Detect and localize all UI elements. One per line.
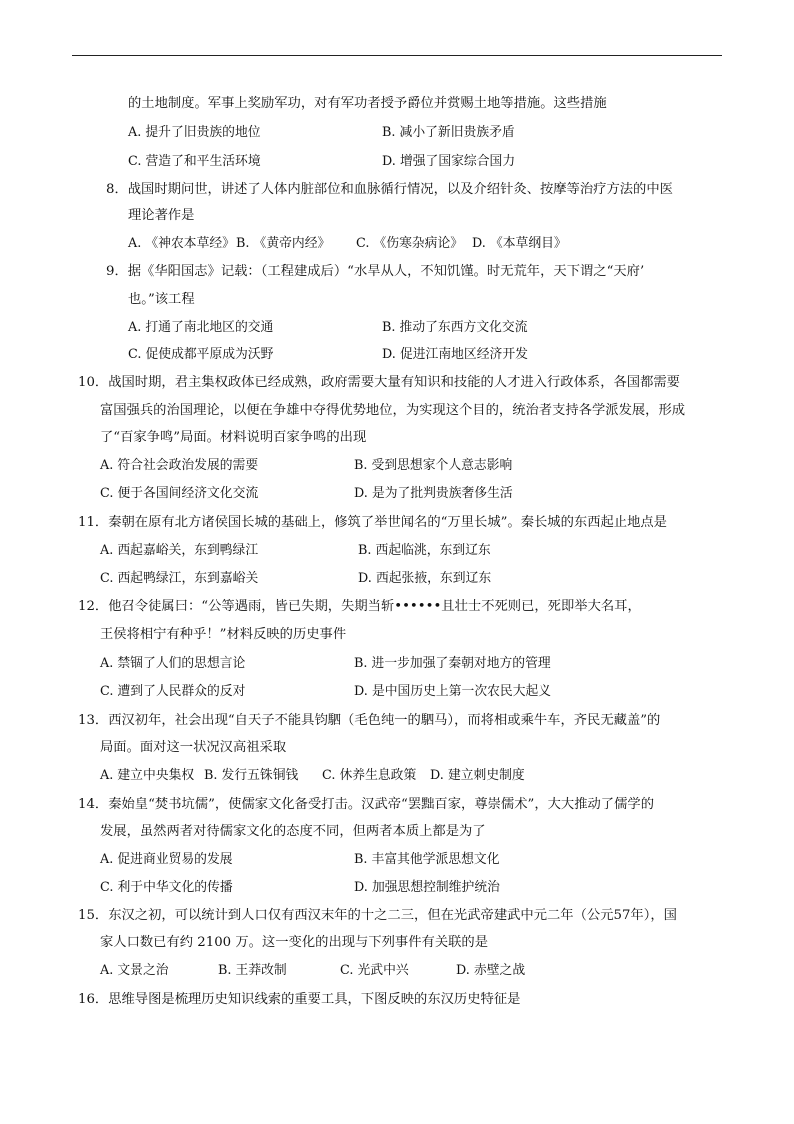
q14-option-c: C. 利于中华文化的传播	[100, 880, 233, 895]
q15-option-b: B. 王莽改制	[218, 963, 287, 978]
q10-option-a: A. 符合社会政治发展的需要	[100, 458, 259, 473]
q12-stem-line2: 王侯将相宁有种乎！”材料反映的历史事件	[100, 627, 347, 642]
q7-option-a: A. 提升了旧贵族的地位	[128, 125, 261, 140]
q13-stem-line1: 13．西汉初年，社会出现“自天子不能具钧駟（毛色纯一的駟马），而将相或乘牛车，齐民无藏盖”的	[78, 713, 661, 728]
q10-option-b: B. 受到思想家个人意志影响	[354, 458, 513, 473]
q10-stem-line2: 富国强兵的治国理论，以便在争雄中夺得优势地位，为实现这个目的，统治者支持各学派发展，形成	[100, 403, 686, 418]
q8-option-a: A. 《神农本草经》	[128, 236, 235, 251]
q12-option-a: A. 禁锢了人们的思想言论	[100, 656, 246, 671]
q7-option-b: B. 减小了新旧贵族矛盾	[382, 125, 515, 140]
q13-option-c: C. 休养生息政策	[322, 768, 417, 783]
q10-stem-line1: 10．战国时期，君主集权政体已经成熟，政府需要大量有知识和技能的人才进入行政体系，各国都需要	[78, 375, 680, 390]
q8-stem-line1: 8．战国时期问世，讲述了人体内脏部位和血脉循行情况，以及介绍针灸、按摩等治疗方法的中医	[106, 182, 673, 197]
q11-stem-line1: 11．秦朝在原有北方诸侯国长城的基础上，修筑了举世闻名的“万里长城”。秦长城的东西起止地点是	[78, 515, 667, 530]
q13-option-a: A. 建立中央集权	[100, 768, 195, 783]
q8-option-c: C. 《伤寒杂病论》	[356, 236, 464, 251]
q8-option-b: B. 《黄帝内经》	[236, 236, 331, 251]
q9-option-d: D. 促进江南地区经济开发	[382, 347, 528, 362]
q7-option-d: D. 增强了国家综合国力	[382, 154, 516, 169]
q9-option-b: B. 推动了东西方文化交流	[382, 320, 528, 335]
q10-option-c: C. 便于各国间经济文化交流	[100, 486, 259, 501]
q15-stem-line2: 家人口数已有约 2100 万。这一变化的出现与下列事件有关联的是	[100, 935, 489, 950]
q13-option-d: D. 建立刺史制度	[430, 768, 525, 783]
q15-stem-line1: 15．东汉之初，可以统计到人口仅有西汉末年的十之二三，但在光武帝建武中元二年（公元57年），国	[78, 908, 677, 923]
q15-option-a: A. 文景之治	[100, 963, 169, 978]
q11-option-d: D. 西起张掖，东到辽东	[358, 571, 492, 586]
q14-option-b: B. 丰富其他学派思想文化	[354, 852, 500, 867]
q12-stem-line1: 12．他召令徒属曰：“公等遇雨，皆已失期，失期当斩••••••且壮士不死则已，死即举大名耳，	[78, 599, 641, 614]
q16-stem-line1: 16．思维导图是梳理历史知识线索的重要工具，下图反映的东汉历史特征是	[78, 992, 521, 1007]
q12-option-b: B. 进一步加强了秦朝对地方的管理	[354, 656, 551, 671]
q14-stem-line1: 14．秦始皇“焚书坑儒”，使儒家文化备受打击。汉武帝“罢黜百家，尊崇儒术”，大大推动了儒学的	[78, 797, 654, 812]
q8-stem-line2: 理论著作是	[128, 208, 195, 223]
q14-option-d: D. 加强思想控制维护统治	[354, 880, 500, 895]
q13-option-b: B. 发行五铢铜钱	[204, 768, 299, 783]
q11-option-c: C. 西起鸭绿江，东到嘉峪关	[100, 571, 259, 586]
q10-stem-line3: 了“百家争鸣”局面。材料说明百家争鸣的出现	[100, 430, 367, 445]
q9-option-a: A. 打通了南北地区的交通	[128, 320, 274, 335]
q15-option-d: D. 赤壁之战	[456, 963, 526, 978]
q12-option-c: C. 遭到了人民群众的反对	[100, 684, 246, 699]
q11-option-b: B. 西起临洮，东到辽东	[358, 543, 491, 558]
q7-option-c: C. 营造了和平生活环境	[128, 154, 261, 169]
q14-option-a: A. 促进商业贸易的发展	[100, 852, 233, 867]
q10-option-d: D. 是为了批判贵族奢侈生活	[354, 486, 513, 501]
q9-option-c: C. 促使成都平原成为沃野	[128, 347, 274, 362]
q8-option-d: D. 《本草纲目》	[472, 236, 567, 251]
q15-option-c: C. 光武中兴	[340, 963, 409, 978]
q14-stem-line2: 发展，虽然两者对待儒家文化的态度不同，但两者本质上都是为了	[100, 824, 486, 839]
q13-stem-line2: 局面。面对这一状况汉高祖采取	[100, 740, 287, 755]
q9-stem-line1: 9．据《华阳国志》记载：（工程建成后）“水旱从人，不知饥馑。时无荒年，天下谓之“天府’	[106, 264, 645, 279]
header-rule	[72, 55, 722, 56]
q7-stem-continued: 的土地制度。军事上奖励军功，对有军功者授予爵位并赏赐土地等措施。这些措施	[128, 96, 607, 111]
q12-option-d: D. 是中国历史上第一次农民大起义	[354, 684, 552, 699]
q9-stem-line2: 也。”该工程	[128, 292, 195, 307]
q11-option-a: A. 西起嘉峪关，东到鸭绿江	[100, 543, 259, 558]
